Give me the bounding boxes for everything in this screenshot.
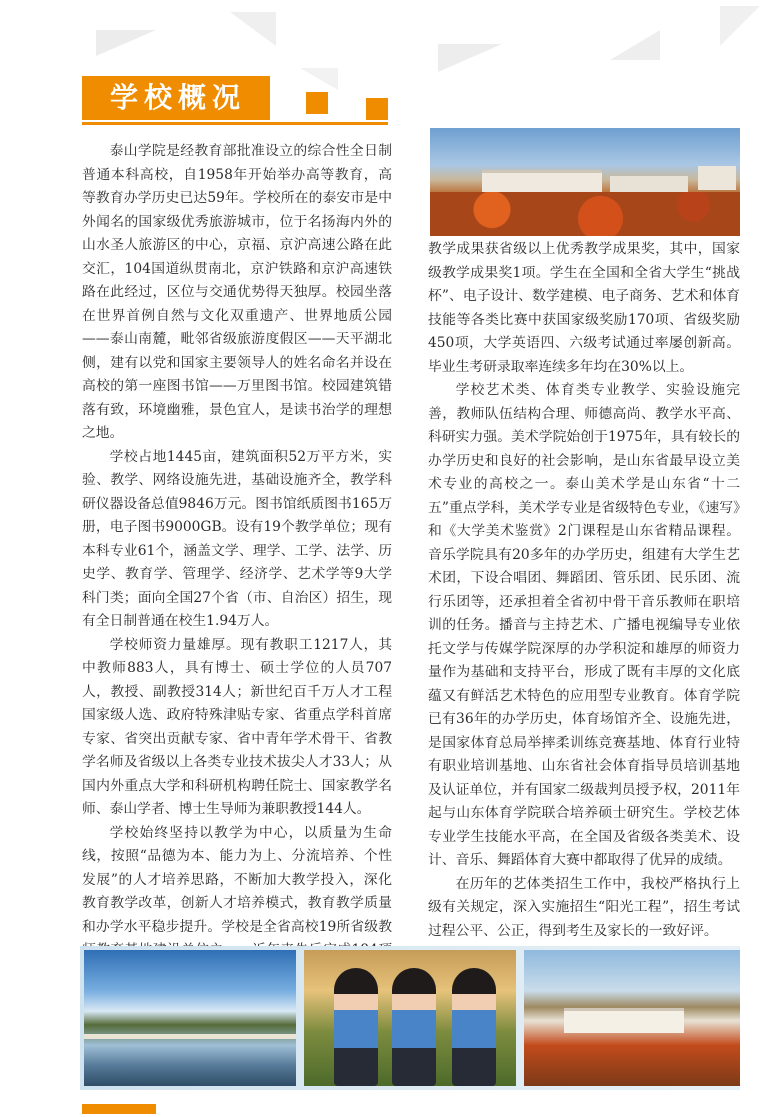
intro-paragraph: 泰山学院是经教育部批准设立的综合性全日制普通本科高校，自1958年开始举办高等教育，高等教育办学历史已达59年。学校所在的泰安市是中外闻名的国家级优秀旅游城市，位于名扬海内外的山水圣人旅游区的中心，京福、京沪高速公路在此交汇，104国道纵贯南北，京沪铁路和京沪高速铁路在此经过，区位与交通优势得天独厚。校园坐落在世界首例自然与文化双重遗产、世界地质公园——泰山南麓，毗邻省级旅游度假区——天平湖北侧，建有以党和国家主要领导人的姓名命名并设在高校的第一座图书馆——万里图书馆。校园建筑错落有致，环境幽雅，景色宜人，是读书治学的理想之地。 xyxy=(82,143,392,441)
decor-square xyxy=(366,98,388,120)
autumn-trees xyxy=(430,192,740,236)
student-figure xyxy=(334,968,378,1086)
faculty-paragraph: 学校师资力量雄厚。现有教职工1217人，其中教师883人，具有博士、硕士学位的人员707人，教授、副教授314人；新世纪百千万人才工程国家级人选、政府特殊津贴专家、省重点学科首席专家、省突出贡献专家、省中青年学术骨干、省教学名师及省级以上各类专业技术拔尖人才33人；从国内外重点大学和科研机构聘任院士、国家教学名师、泰山学者、博士生导师为兼职教授144人。 xyxy=(82,636,392,817)
teaching-paragraph: 学校始终坚持以教学为中心，以质量为生命线，按照“品德为本、能力为上、分流培养、个性发展”的人才培养思路，不断加大教学投入，深化教育教学改革，创新人才培养模式，教育教学质量和办学水平稳步提升。学校是全省高校19所省级教 xyxy=(82,824,392,935)
decor-square xyxy=(306,92,328,114)
student-figure xyxy=(452,968,496,1086)
decor-triangle xyxy=(438,44,502,72)
title-underline xyxy=(82,122,388,125)
footer-accent-bar xyxy=(82,1104,156,1114)
decor-triangle xyxy=(96,30,156,56)
decor-triangle xyxy=(610,30,660,60)
page-title: 学校概况 xyxy=(82,76,270,120)
decor-triangle xyxy=(720,6,760,46)
lake-mountain-photo xyxy=(84,950,296,1086)
left-text-column xyxy=(82,140,392,986)
right-text-column xyxy=(428,238,740,943)
admissions-paragraph: 在历年的艺体类招生工作中，我校严格执行上级有关规定，深入实施招生“阳光工程”，招生考试过程公平、公正，得到考生及家长的一致好评。 xyxy=(428,875,740,939)
campus-building xyxy=(698,166,736,190)
bridge xyxy=(84,1034,296,1039)
campus-autumn-photo xyxy=(430,128,740,236)
facilities-paragraph: 学校占地1445亩，建筑面积52万平方米，实验、教学、网络设施先进，基础设施齐全，教学科研仪器设备总值9846万元。图书馆纸质图书165万册，电子图书9000GB。设有19个教学单位；现有本科专业61个，涵盖文学、理学、工学、法学、历史学、教育学、管理学、经济学、艺术学等9大学科门类；面向全国27个省（市、自治区）招生，现有全日制普通在校生1.94万人。 xyxy=(82,448,392,629)
decor-triangle xyxy=(300,68,338,90)
campus-aerial-photo xyxy=(524,950,740,1086)
student-figure xyxy=(392,968,436,1086)
campus-building xyxy=(564,1008,684,1033)
students-photo xyxy=(304,950,516,1086)
achievements-paragraph: 教学成果获省级以上优秀教学成果奖，其中，国家级教学成果奖1项。学生在全国和全省大学生“挑战杯”、电子设计、数学建模、电子商务、艺术和体育技能等各类比赛中获国家级奖励170项、省级奖励450项，大学英语四、六级考试通过率屡创新高。毕业生考研录取率连续多年均在30%以上。 xyxy=(428,241,740,375)
decor-triangle xyxy=(230,12,276,46)
arts-sports-paragraph: 学校艺术类、体育类专业教学、实验设施完善，教师队伍结构合理、师德高尚、教学水平高、科研实力强。美术学院始创于1975年，具有较长的办学历史和良好的社会影响，是山东省最早设立美术专业的高校之一。泰山美术学是山东省“十二五”重点学科，美术学专业是省级特色专业，《速写》和《大学美术鉴赏》2门课程是山东省精品课程。音乐学院具有20多年的办学历史，组建有大学生艺术团，下设合唱团、舞蹈团、管乐团、民乐团、流行乐团等，还承担着全省初中骨干音乐教师在职培训的任务。播音与主持艺术、广播电视编导专业依托文学与传媒学院深厚的办学积淀和雄厚的师资力量作为基础和支持平台，形成了既有丰厚的文化底蕴又有鲜活艺术特色的应用型专业教育。体育学院已有36年的办学历史，体育场馆齐全、设施先进，是国家体育总局举摔柔训练竞赛基地、体育行业特有职业培训基地、山东省社会体育指导员培训基地及认证单位，并有国家二级裁判员授予权，2011年起与山东体育学院联合培养硕士研究生。学校艺体专业学生技能水平高，在全国及省级各类美术、设计、音乐、舞蹈体育大赛中都取得了优异的成绩。 xyxy=(428,382,740,868)
